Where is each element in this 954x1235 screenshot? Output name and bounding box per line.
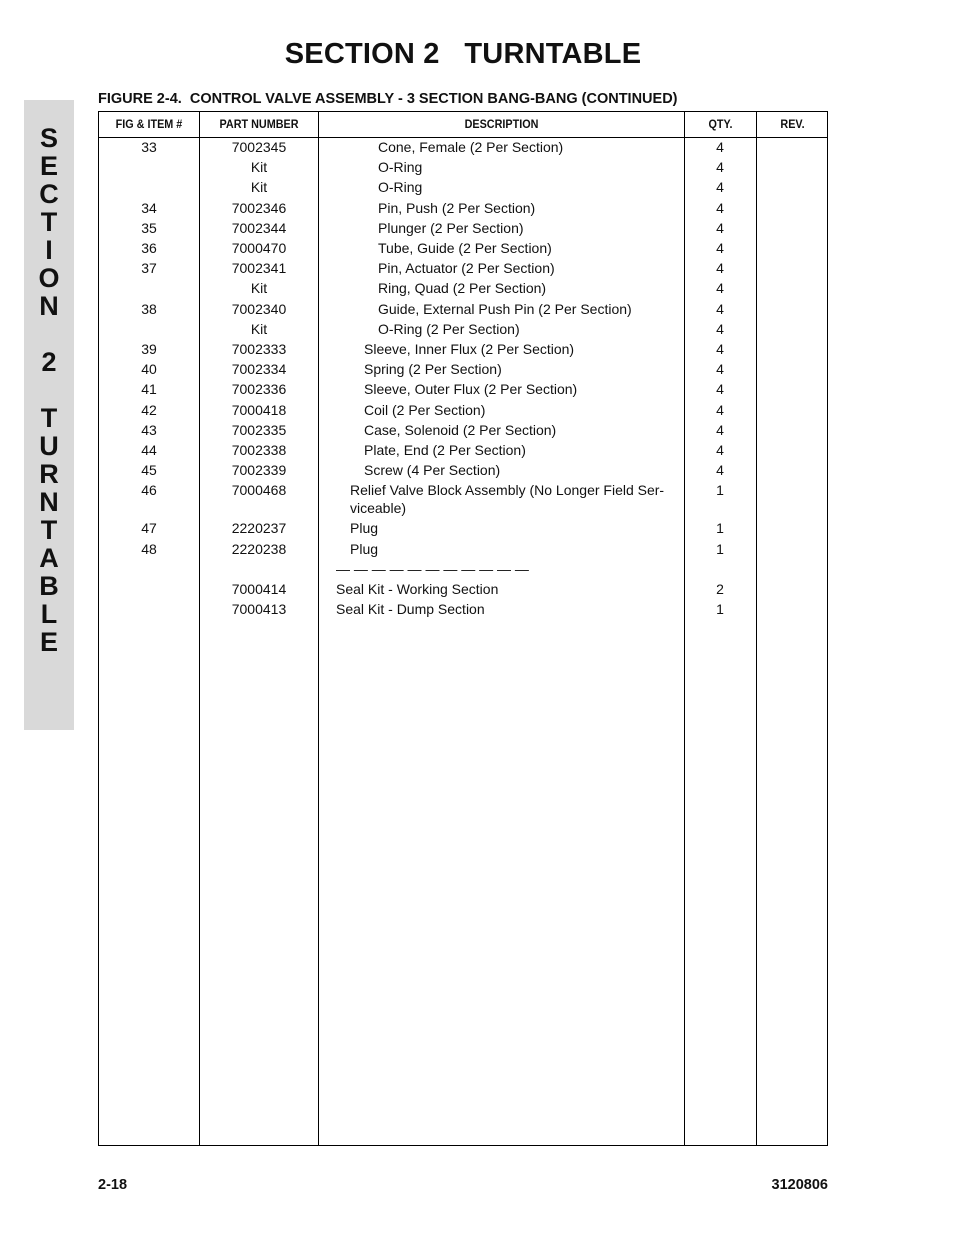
description-cell: Seal Kit - Working Section xyxy=(336,581,499,597)
column-divider xyxy=(318,112,319,1145)
qty-cell: 4 xyxy=(716,361,724,378)
part-number-cell: 7002333 xyxy=(231,341,287,357)
fig-item-cell: 46 xyxy=(141,482,157,499)
part-number-cell: 7002338 xyxy=(231,442,287,458)
qty-cell: 4 xyxy=(716,260,724,277)
qty-cell: 4 xyxy=(716,159,724,176)
part-number-cell: 7002335 xyxy=(231,421,287,438)
qty-cell: 1 xyxy=(716,520,724,537)
qty-cell: 4 xyxy=(716,240,724,256)
fig-item-cell: 39 xyxy=(141,341,157,357)
part-number-cell: 7000418 xyxy=(231,401,287,418)
qty-cell: 4 xyxy=(716,300,724,317)
description-cell: Sleeve, Outer Flux (2 Per Section) xyxy=(364,381,578,398)
part-number-cell: Kit xyxy=(250,280,268,297)
header-rev: REV. xyxy=(780,117,805,131)
fig-item-cell: 35 xyxy=(141,219,157,236)
part-number-cell: 7000470 xyxy=(231,240,287,256)
part-number-cell: 7000414 xyxy=(231,581,287,597)
side-tab-letter: A xyxy=(39,543,59,573)
part-number-cell: 7002341 xyxy=(231,260,287,277)
header-fig-item: FIG & ITEM # xyxy=(115,117,183,131)
qty-cell: 4 xyxy=(716,199,724,216)
fig-item-cell: 45 xyxy=(141,462,157,479)
side-tab-letter: T xyxy=(40,403,58,433)
fig-item-cell: 43 xyxy=(141,421,157,438)
header-part-number: PART NUMBER xyxy=(219,117,299,131)
description-cell: O-Ring (2 Per Section) xyxy=(378,320,520,337)
fig-item-cell: 37 xyxy=(141,260,157,277)
qty-cell: 2 xyxy=(716,581,724,597)
description-cell: O-Ring xyxy=(378,179,423,196)
qty-cell: 1 xyxy=(716,482,724,499)
part-number-cell: 2220237 xyxy=(231,520,287,537)
qty-cell: 4 xyxy=(716,280,724,297)
qty-cell: 4 xyxy=(716,219,724,236)
qty-cell: 4 xyxy=(716,381,724,398)
description-cell: Ring, Quad (2 Per Section) xyxy=(378,280,547,297)
part-number-cell: 7002339 xyxy=(231,462,287,479)
fig-item-cell: 38 xyxy=(141,300,157,317)
part-number-cell: 7002334 xyxy=(231,361,287,378)
header-qty: QTY. xyxy=(708,117,733,131)
qty-cell: 4 xyxy=(716,442,724,458)
part-number-cell: 7002344 xyxy=(231,219,287,236)
part-number-cell: Kit xyxy=(250,159,268,176)
figure-title: FIGURE 2-4. CONTROL VALVE ASSEMBLY - 3 SECTION BANG-BANG (CONTINUED) xyxy=(98,91,678,107)
part-number-cell: Kit xyxy=(250,320,268,337)
description-cell: Screw (4 Per Section) xyxy=(364,462,501,479)
parts-table xyxy=(98,111,828,1146)
part-number-cell: 7002340 xyxy=(231,300,287,317)
side-tab-letter: T xyxy=(40,515,58,545)
qty-cell: 4 xyxy=(716,320,724,337)
part-number-cell: 7002345 xyxy=(231,139,287,155)
fig-item-cell: 34 xyxy=(141,199,157,216)
side-tab-letter: I xyxy=(45,235,53,265)
description-cell: Sleeve, Inner Flux (2 Per Section) xyxy=(364,341,575,357)
qty-cell: 4 xyxy=(716,401,724,418)
description-cell-continued: viceable) xyxy=(350,500,407,517)
description-cell: Case, Solenoid (2 Per Section) xyxy=(364,421,557,438)
description-cell: Plate, End (2 Per Section) xyxy=(364,442,526,458)
qty-cell: 4 xyxy=(716,421,724,438)
description-cell: — — — — — — — — — — — xyxy=(336,560,529,577)
section-side-tab xyxy=(24,100,74,730)
fig-item-cell: 47 xyxy=(141,520,157,537)
part-number-cell: 7002336 xyxy=(231,381,287,398)
side-tab-letter: N xyxy=(39,291,59,321)
qty-cell: 1 xyxy=(716,601,724,618)
side-tab-letter: L xyxy=(40,599,58,629)
description-cell: Pin, Actuator (2 Per Section) xyxy=(378,260,555,277)
part-number-cell: 7000413 xyxy=(231,601,287,618)
description-cell: Plug xyxy=(350,520,379,537)
header-description: DESCRIPTION xyxy=(464,117,539,131)
side-tab-letter: E xyxy=(39,627,58,657)
description-cell: Guide, External Push Pin (2 Per Section) xyxy=(378,300,632,317)
qty-cell: 4 xyxy=(716,179,724,196)
side-tab-letter: T xyxy=(40,207,58,237)
description-cell: O-Ring xyxy=(378,159,423,176)
description-cell: Pin, Push (2 Per Section) xyxy=(378,199,536,216)
part-number-cell: 7002346 xyxy=(231,199,287,216)
description-cell: Plug xyxy=(350,540,379,557)
description-cell: Relief Valve Block Assembly (No Longer Field Ser- xyxy=(350,482,665,499)
part-number-cell: Kit xyxy=(250,179,268,196)
part-number-cell: 2220238 xyxy=(231,540,287,557)
side-tab-letter: R xyxy=(39,459,59,489)
document-number: 3120806 xyxy=(771,1177,828,1193)
fig-item-cell: 44 xyxy=(141,442,157,458)
side-tab-letter: 2 xyxy=(41,347,57,377)
side-tab-letter: S xyxy=(39,123,58,153)
fig-item-cell: 33 xyxy=(141,139,157,155)
description-cell: Spring (2 Per Section) xyxy=(364,361,502,378)
fig-item-cell: 36 xyxy=(141,240,157,256)
qty-cell: 4 xyxy=(716,341,724,357)
description-cell: Plunger (2 Per Section) xyxy=(378,219,524,236)
side-tab-letter: B xyxy=(39,571,59,601)
side-tab-letter: O xyxy=(38,263,60,293)
description-cell: Coil (2 Per Section) xyxy=(364,401,486,418)
fig-item-cell: 42 xyxy=(141,401,157,418)
description-cell: Tube, Guide (2 Per Section) xyxy=(378,240,552,256)
page-number: 2-18 xyxy=(98,1177,128,1193)
description-cell: Cone, Female (2 Per Section) xyxy=(378,139,564,155)
fig-item-cell: 41 xyxy=(141,381,157,398)
side-tab-letter: E xyxy=(39,151,58,181)
qty-cell: 4 xyxy=(716,139,724,155)
column-divider xyxy=(756,112,757,1145)
qty-cell: 4 xyxy=(716,462,724,479)
side-tab-letter: U xyxy=(39,431,59,461)
qty-cell: 1 xyxy=(716,540,724,557)
page-title: SECTION 2 TURNTABLE xyxy=(284,38,642,70)
fig-item-cell: 40 xyxy=(141,361,157,378)
side-tab-letter: C xyxy=(39,179,59,209)
part-number-cell: 7000468 xyxy=(231,482,287,499)
description-cell: Seal Kit - Dump Section xyxy=(336,601,485,618)
side-tab-letter: N xyxy=(39,487,59,517)
fig-item-cell: 48 xyxy=(141,540,157,557)
